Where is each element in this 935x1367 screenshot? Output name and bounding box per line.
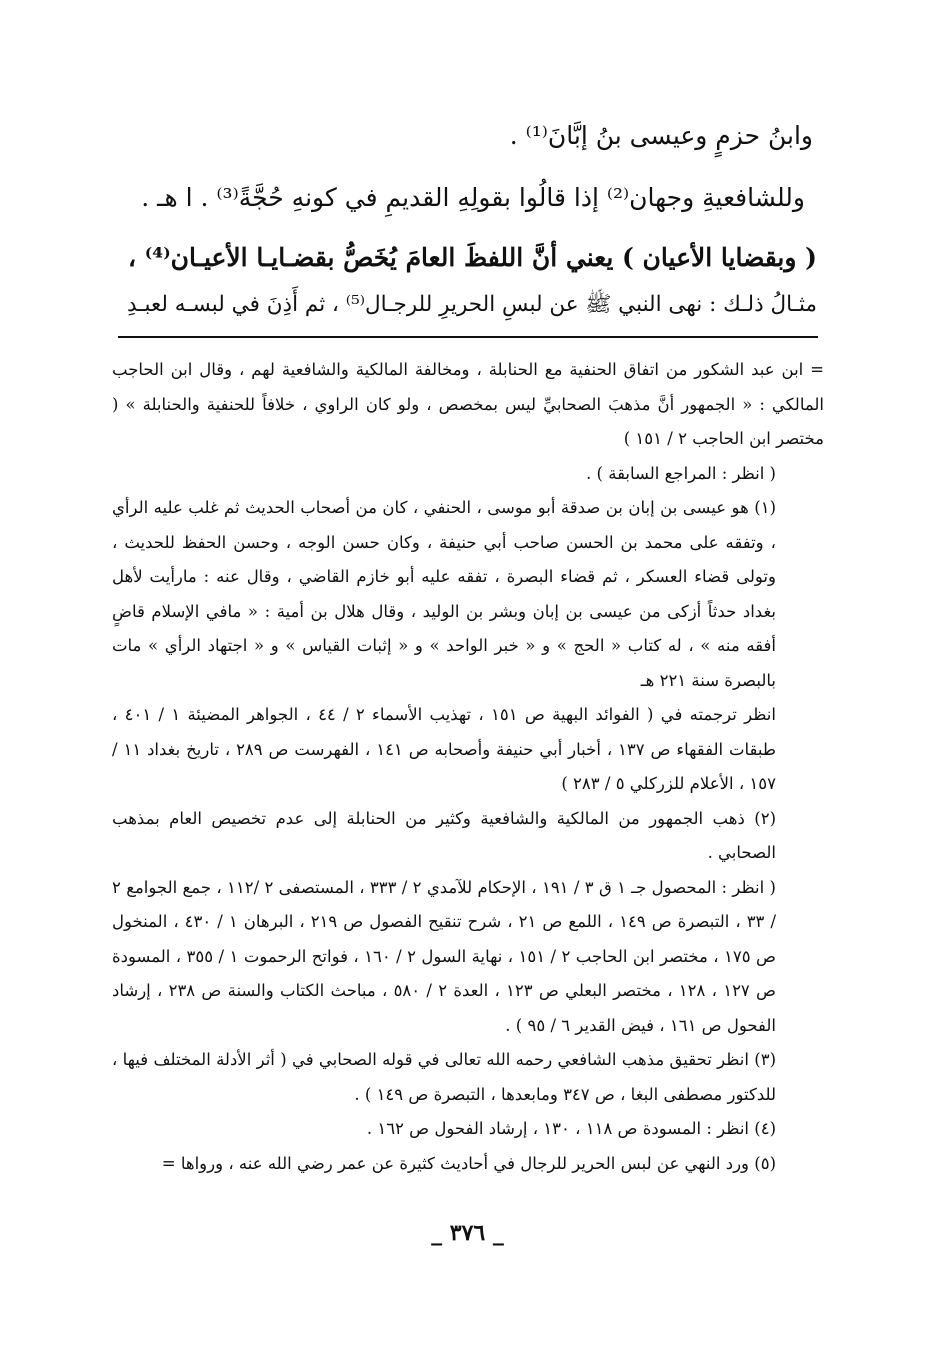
footnote-continuation: = ابن عبد الشكور من اتفاق الحنفية مع الحنابلة ، ومخالفة المالكية والشافعية لهم ، وقال ابن الحاجب المالكي : « الجمهور أنَّ مذهبَ الصحابيِّ ليس بمخصص ، ولو كان الراوي ، خلافاً للحنفية والحنابلة » ( مختصر ابن الحاجب ٢ / ١٥١ )	[112, 360, 824, 448]
footnote-1: (١) هو عيسى بن إبان بن صدقة أبو موسى ، الحنفي ، كان من أصحاب الحديث ثم غلب عليه الرأي ، وتفقه على محمد بن الحسن صاحب أبي حنيفة ، وكان حسن الوجه ، وحسن الحفظ للحديث ، وتولى قضاء العسكر ، ثم قضاء البصرة ، تفقه عليه أبو خازم القاضي ، وقال عنه : مارأيت لأهل بغداد حدثاً أزكى من عيسى بن إبان وبشر بن الوليد ، وقال هلال بن أمية : « مافي الإسلام قاضٍ أفقه منه » ، له كتاب « الحج » و « خبر الواحد » و « إثبات القياس » و « اجتهاد الرأي » مات بالبصرة سنة ٢٢١ هـ	[112, 498, 776, 690]
footnote-continuation-ref: ( انظر : المراجع السابقة ) .	[586, 463, 776, 483]
main-text-line-4: مثـالُ ذلـك : نهى النبي ﷺ عن لبسِ الحريرِ للرجـال⁽⁵⁾ ، ثم أَذِنَ في لبسـه لعبـدِ	[126, 292, 817, 317]
main-text-line-1: وابنُ حزمٍ وعيسى بنُ إبَّانَ⁽¹⁾ .	[509, 121, 813, 150]
main-text-line-2: وللشافعيةِ وجهان⁽²⁾ إذا قالُوا بقولِهِ القديمِ في كونهِ حُجَّةً⁽³⁾ . ا هـ .	[141, 183, 805, 212]
main-text-line-3: ( وبقضايا الأعيان ) يعني أنَّ اللفظَ العامَ يُخَصُّ بقضـايـا الأعيـان⁽⁴⁾ ،	[128, 243, 817, 272]
footnote-1-references: انظر ترجمته في ( الفوائد البهية ص ١٥١ ، تهذيب الأسماء ٢ / ٤٤ ، الجواهر المضيئة ١ / ٤٠١ ، طبقات الفقهاء ص ١٣٧ ، أخبار أبي حنيفة وأصحابه ص ١٤١ ، الفهرست ص ٢٨٩ ، تاريخ بغداد ١١ / ١٥٧ ، الأعلام للزركلي ٥ / ٢٨٣ )	[112, 705, 776, 793]
footnote-3: (٣) انظر تحقيق مذهب الشافعي رحمه الله تعالى في قوله الصحابي في ( أثر الأدلة المختلف فيها ، للدكتور مصطفى البغا ، ص ٣٤٧ ومابعدها ، التبصرة ص ١٤٩ ) .	[112, 1050, 776, 1104]
footnotes-block	[112, 353, 824, 1181]
footnote-4: (٤) انظر : المسودة ص ١١٨ ، ١٣٠ ، إرشاد الفحول ص ١٦٢ .	[366, 1119, 776, 1138]
footnote-2-references: ( انظر : المحصول جـ ١ ق ٣ / ١٩١ ، الإحكام للآمدي ٢ / ٣٣٣ ، المستصفى ٢ /١١٢ ، جمع الجوامع ٢ / ٣٣ ، التبصرة ص ١٤٩ ، اللمع ص ٢١ ، شرح تنقيح الفصول ص ٢١٩ ، البرهان ١ / ٤٣٠ ، المنخول ص ١٧٥ ، مختصر ابن الحاجب ٢ / ١٥١ ، نهاية السول ٢ / ١٦٠ ، فواتح الرحموت ١ / ٣٥٥ ، المسودة ص ١٢٧ ، ١٢٨ ، مختصر البعلي ص ١٢٣ ، العدة ٢ / ٥٨٠ ، مباحث الكتاب والسنة ص ٢٣٨ ، إرشاد الفحول ص ١٦١ ، فيض القدير ٦ / ٩٥ ) .	[112, 877, 777, 1035]
footnote-5: (٥) ورد النهي عن لبس الحرير للرجال في أحاديث كثيرة عن عمر رضي الله عنه ، ورواها =	[161, 1153, 776, 1173]
footnote-separator	[118, 336, 818, 338]
footnote-2: (٢) ذهب الجمهور من المالكية والشافعية وكثير من الحنابلة إلى عدم تخصيص العام بمذهب الصحابي .	[112, 808, 776, 862]
page-number: _ ٣٧٦ _	[431, 1220, 504, 1246]
